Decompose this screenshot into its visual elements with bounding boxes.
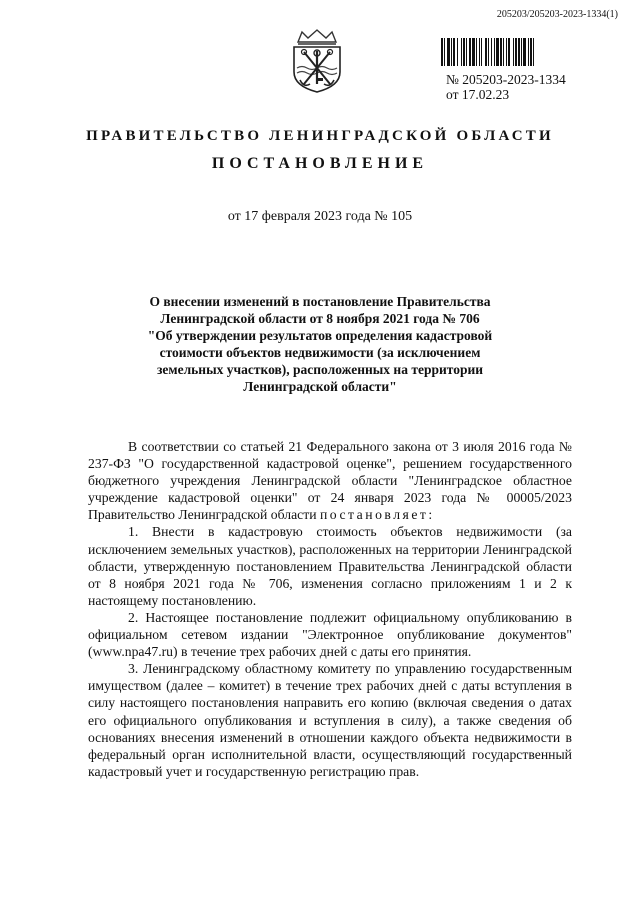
barcode-bar — [500, 38, 502, 66]
title-line: "Об утверждении результатов определения кадастровой — [147, 328, 493, 343]
barcode-bar — [530, 38, 532, 66]
registration-block — [446, 72, 566, 102]
barcode-bar — [508, 38, 510, 66]
document-date-number: от 17 февраля 2023 года № 105 — [227, 209, 413, 224]
barcode-bar — [466, 38, 467, 66]
barcode-bar — [485, 38, 487, 66]
barcode-bar — [461, 38, 462, 66]
document-title — [110, 293, 530, 395]
barcode-bar — [481, 38, 482, 66]
barcode-bar — [463, 38, 465, 66]
reference-code: 205203/205203-2023-1334(1) — [496, 9, 618, 20]
barcode-bar — [453, 38, 455, 66]
barcode-bar — [444, 38, 445, 66]
barcode-bar — [457, 38, 458, 66]
item-paragraph: 3. Ленинградскому областному комитету по управлению государственным имуществом (далее – комитет) в течение трех рабочих дней с даты вступления в силу настоящего постановления направить его копию (включая сведения о датах его официального опубликования и вступления в силу), а также сведения об основаниях внесения изменений в отношении каждого объекта недвижимости в федеральный орган исполнительной власти, осуществляющий государственный кадастровый учет и государственную регистрацию прав. — [88, 661, 572, 779]
title-line: О внесении изменений в постановление Правительства — [149, 294, 491, 309]
title-line: Ленинградской области от 8 ноября 2021 года № 706 — [160, 311, 480, 326]
barcode-bar — [523, 38, 526, 66]
title-line: земельных участков), расположенных на территории — [156, 362, 484, 377]
barcode-bar — [469, 38, 471, 66]
government-heading: ПРАВИТЕЛЬСТВО ЛЕНИНГРАДСКОЙ ОБЛАСТИ — [86, 128, 554, 144]
preamble-text: В соответствии со статьей 21 Федерального закона от 3 июля 2016 года № 237-ФЗ "О государственной кадастровой оценке", решением государственного бюджетного учреждения Ленинградской области "Ленинградское областное учреждение кадастровой оценки" от 24 января 2023 года № 00005/2023 Правительство Ленинградской области — [88, 439, 572, 523]
title-line: Ленинградской области" — [243, 379, 397, 394]
barcode-bar — [479, 38, 480, 66]
barcode-bar — [441, 38, 443, 66]
barcode-icon — [441, 38, 579, 66]
registration-number: № 205203-2023-1334 — [446, 72, 566, 87]
preamble-paragraph — [88, 438, 572, 523]
barcode-bar — [491, 38, 492, 66]
barcode-bar — [494, 38, 495, 66]
barcode-bar — [496, 38, 499, 66]
document-type: ПОСТАНОВЛЕНИЕ — [211, 155, 429, 172]
coat-of-arms-icon — [288, 28, 346, 94]
title-line: стоимости объектов недвижимости (за исключением — [159, 345, 481, 360]
barcode-bar — [506, 38, 507, 66]
barcode-bar — [513, 38, 514, 66]
barcode-bar — [515, 38, 517, 66]
barcode-bar — [476, 38, 477, 66]
barcode-bar — [533, 38, 534, 66]
barcode-bar — [521, 38, 522, 66]
barcode-bar — [472, 38, 475, 66]
barcode-bar — [451, 38, 452, 66]
item-paragraph: 1. Внести в кадастровую стоимость объектов недвижимости (за исключением земельных участков), расположенных на территории Ленинградской области, утвержденную постановлением Правительства Ленинградской области от 8 ноября 2021 года № 706, изменения согласно приложениям 1 и 2 к настоящему постановлению. — [88, 524, 572, 608]
resolves-word: постановляет: — [319, 507, 435, 523]
registration-date: от 17.02.23 — [446, 87, 510, 102]
barcode-bar — [488, 38, 489, 66]
item-paragraph: 2. Настоящее постановление подлежит официальному опубликованию в официальном сетевом издании "Электронное опубликование документов" (www.npa47.ru) в течение трех рабочих дней с даты его принятия. — [88, 609, 572, 660]
document-body — [88, 438, 572, 780]
barcode-bar — [503, 38, 504, 66]
barcode-bar — [518, 38, 520, 66]
barcode-bar — [447, 38, 450, 66]
barcode-bar — [528, 38, 529, 66]
